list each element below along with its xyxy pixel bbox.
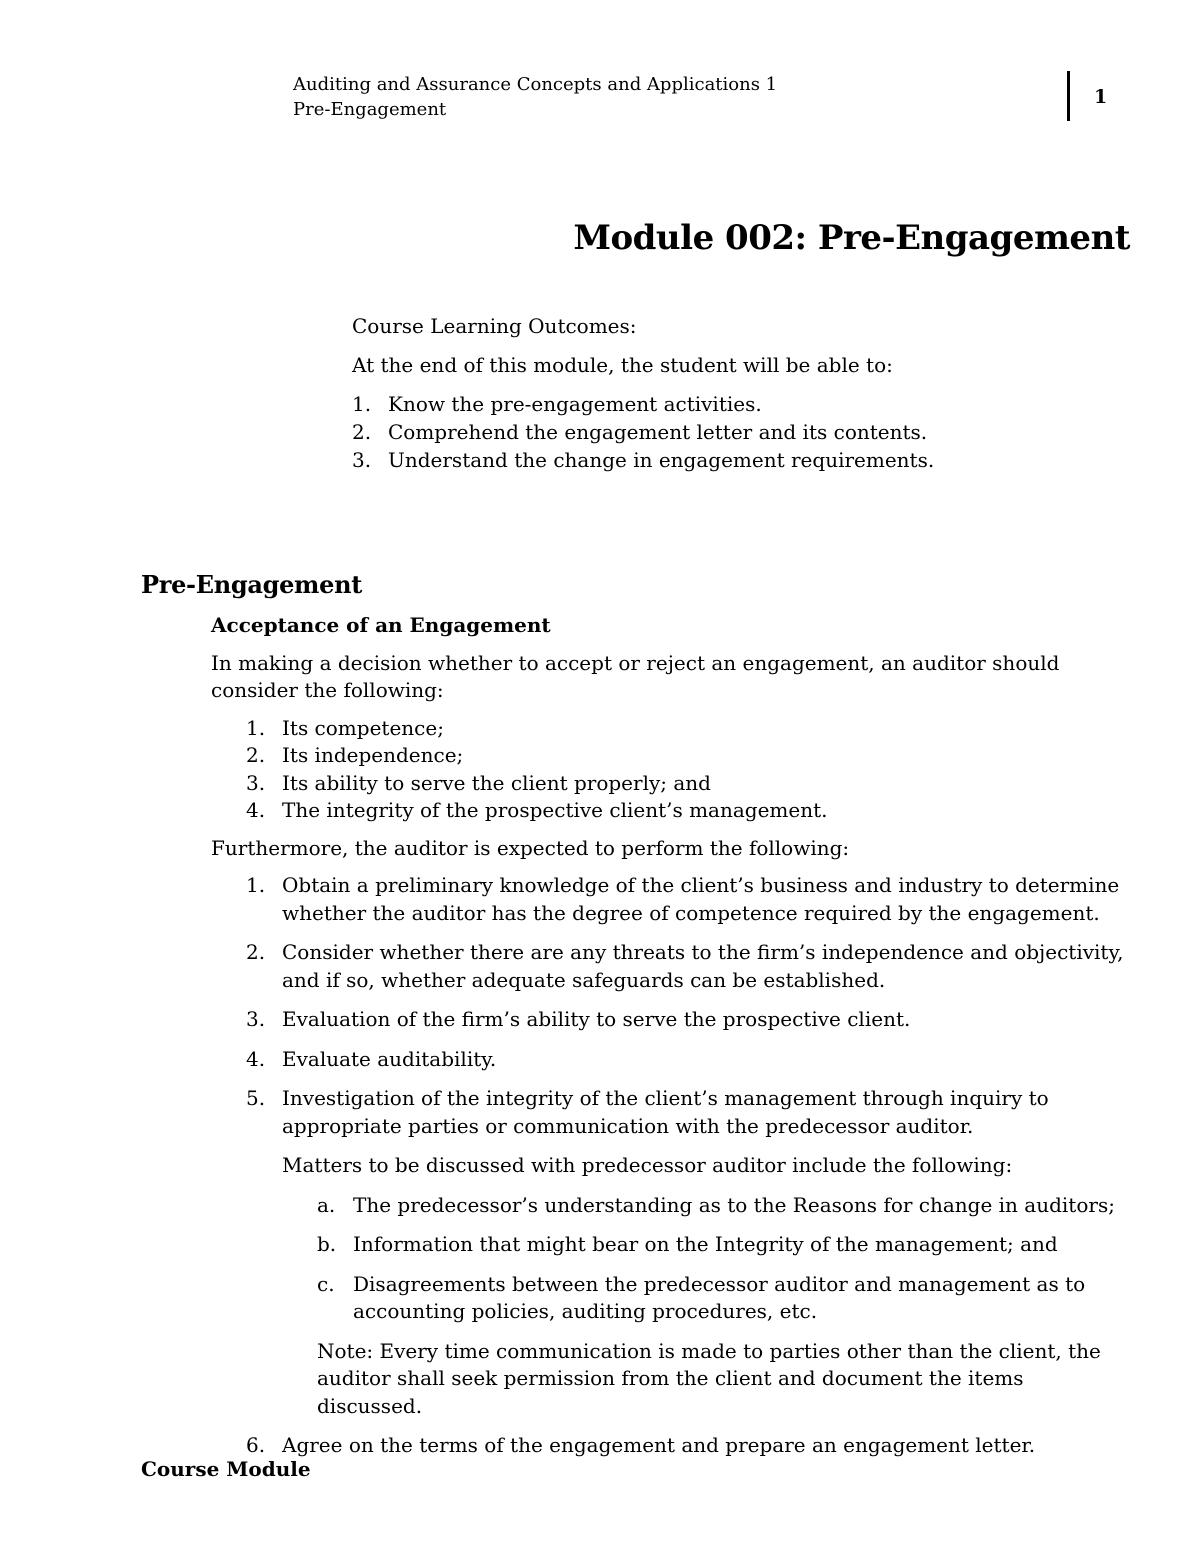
list-text: Its independence; <box>282 743 464 767</box>
list-text: Information that might bear on the Integrity of the management; and <box>353 1232 1058 1256</box>
list-number: 5. <box>246 1086 266 1110</box>
list-item <box>246 770 1141 798</box>
list-number: 1. <box>352 392 372 416</box>
list-item <box>317 1231 1126 1259</box>
step-five-text: Investigation of the integrity of the client’s management through inquiry to appropriate parties or communication with the predecessor auditor. <box>282 1086 1049 1138</box>
list-text: The integrity of the prospective client’s management. <box>282 798 828 822</box>
list-number: 6. <box>246 1433 266 1457</box>
list-item <box>246 1046 1126 1074</box>
list-text: Disagreements between the predecessor auditor and management as to accounting policies, auditing procedures, etc. <box>353 1271 1086 1323</box>
list-item <box>317 1192 1126 1220</box>
list-text: Obtain a preliminary knowledge of the client’s business and industry to determine whether the auditor has the degree of competence required by the engagement. <box>282 873 1120 925</box>
list-number: 2. <box>246 940 266 964</box>
matters-intro: Matters to be discussed with predecessor auditor include the following: <box>282 1153 1013 1177</box>
list-number: 3. <box>352 448 372 472</box>
learning-outcomes <box>352 312 934 474</box>
note-paragraph: Note: Every time communication is made to parties other than the client, the auditor shall seek permission from the client and document the items discussed. <box>317 1338 1101 1418</box>
outcomes-heading: Course Learning Outcomes: <box>352 314 637 338</box>
list-item <box>246 939 1126 994</box>
list-item <box>352 446 934 474</box>
steps-list <box>246 872 1126 1460</box>
matters-list <box>317 1192 1126 1326</box>
list-letter: a. <box>317 1192 336 1217</box>
outcomes-list <box>352 390 934 474</box>
list-item <box>246 872 1126 927</box>
header-course-title: Auditing and Assurance Concepts and Applications 1 <box>293 74 778 95</box>
list-item <box>246 1006 1126 1034</box>
list-number: 2. <box>246 743 266 767</box>
list-number: 4. <box>246 798 266 822</box>
list-number: 1. <box>246 715 266 740</box>
list-item <box>246 715 1141 743</box>
list-text: Evaluate auditability. <box>282 1046 497 1071</box>
list-number: 3. <box>246 1007 266 1031</box>
list-text: Its competence; <box>282 715 444 740</box>
list-item <box>317 1271 1126 1326</box>
list-text: The predecessor’s understanding as to the Reasons for change in auditors; <box>353 1192 1115 1217</box>
list-item <box>246 1085 1126 1420</box>
considerations-list <box>246 715 1141 825</box>
page-header <box>293 72 777 122</box>
outcomes-intro: At the end of this module, the student will be able to: <box>352 353 893 377</box>
list-number: 1. <box>246 873 266 897</box>
list-text: Agree on the terms of the engagement and prepare an engagement letter. <box>282 1433 1036 1457</box>
list-letter: c. <box>317 1271 335 1296</box>
list-text: Know the pre-engagement activities. <box>388 392 762 416</box>
list-text: Understand the change in engagement requirements. <box>388 448 935 472</box>
list-text: Comprehend the engagement letter and its contents. <box>388 420 928 444</box>
module-title: Module 002: Pre-Engagement <box>573 218 1130 258</box>
list-number: 3. <box>246 770 266 795</box>
list-number: 2. <box>352 420 372 444</box>
list-text: Evaluation of the firm’s ability to serve the prospective client. <box>282 1007 911 1031</box>
list-item <box>246 797 1141 825</box>
furthermore-paragraph: Furthermore, the auditor is expected to perform the following: <box>211 835 850 860</box>
list-item <box>352 418 934 446</box>
list-letter: b. <box>317 1232 337 1256</box>
list-number: 4. <box>246 1046 266 1071</box>
list-text: Consider whether there are any threats to the firm’s independence and objectivity, and if so, whether adequate safeguards can be established. <box>282 940 1124 992</box>
section-body <box>211 612 1141 1460</box>
header-divider <box>1067 71 1070 121</box>
section-heading: Pre-Engagement <box>141 570 363 599</box>
intro-paragraph: In making a decision whether to accept or reject an engagement, an auditor should consider the following: <box>211 650 1060 702</box>
list-text: Its ability to serve the client properly; and <box>282 770 711 795</box>
list-item <box>246 1432 1126 1460</box>
list-item <box>246 742 1141 770</box>
header-subtitle: Pre-Engagement <box>293 99 447 120</box>
list-item <box>352 390 934 418</box>
page-number: 1 <box>1094 86 1108 108</box>
footer-label: Course Module <box>141 1457 311 1481</box>
list-text <box>282 1085 1126 1420</box>
subheading: Acceptance of an Engagement <box>211 613 551 637</box>
